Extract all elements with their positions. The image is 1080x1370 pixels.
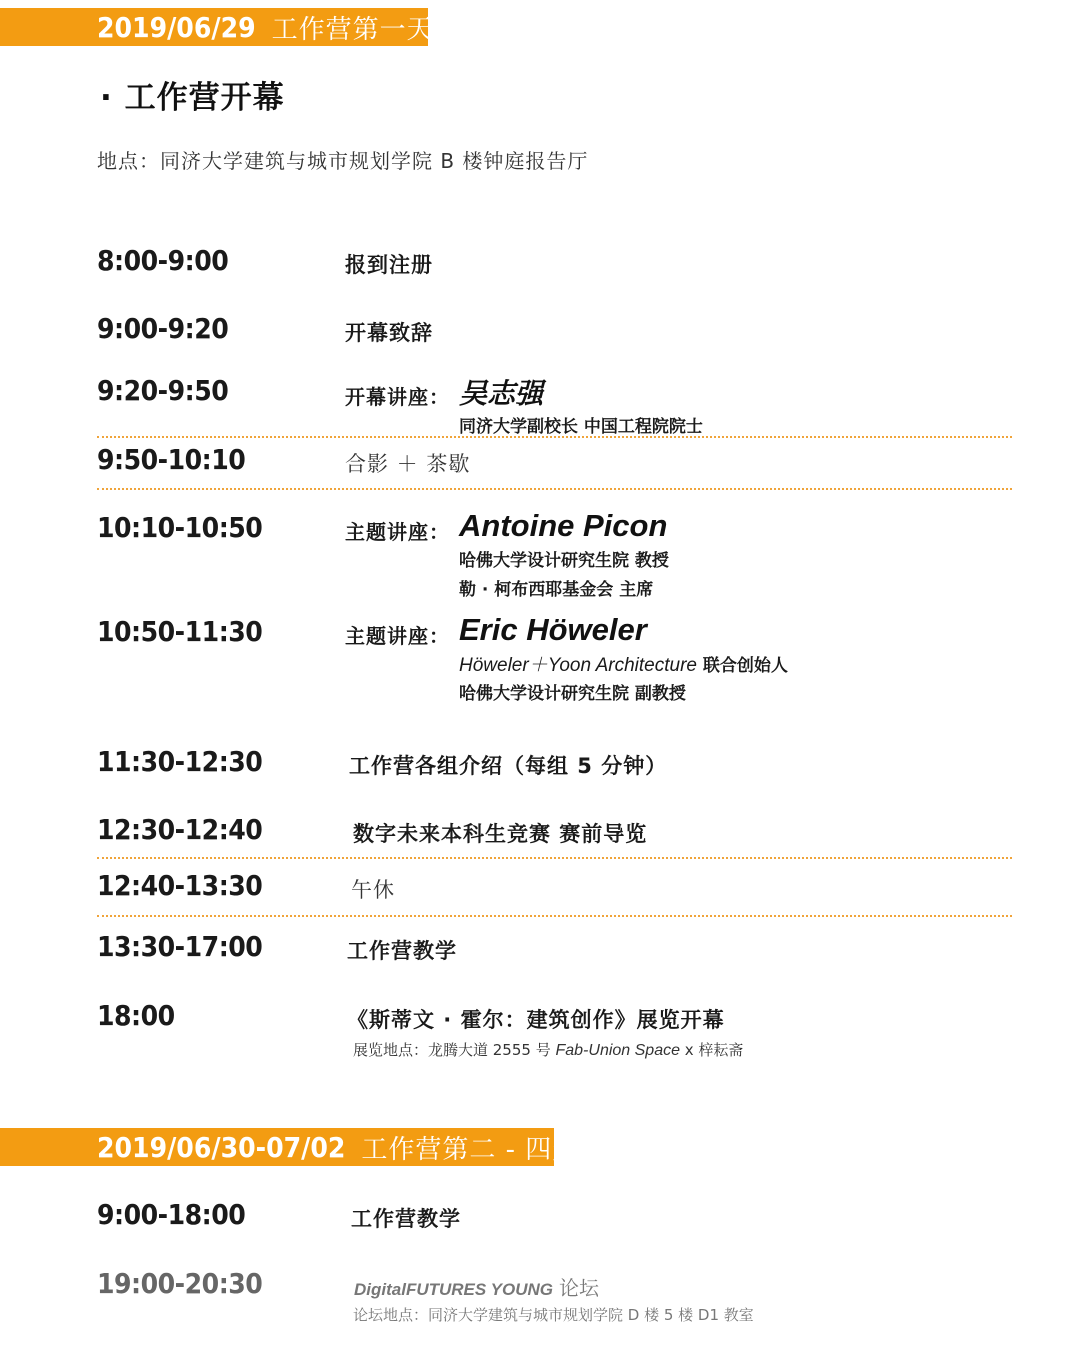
time-slot: 10:50-11:30 xyxy=(97,615,263,648)
event-prefix: 开幕讲座： xyxy=(345,385,450,409)
speaker-title: Höweler＋Yoon Architecture 联合创始人 xyxy=(459,655,788,676)
event-label: 报到注册 xyxy=(345,253,433,277)
day1-label: 工作营第一天 xyxy=(271,14,434,45)
dotted-divider xyxy=(97,915,1012,917)
dotted-divider xyxy=(97,488,1012,490)
speaker-name: 吴志强 xyxy=(459,377,544,410)
time-slot: 12:30-12:40 xyxy=(97,813,263,846)
time-slot: 9:00-9:20 xyxy=(97,312,229,345)
time-slot: 9:50-10:10 xyxy=(97,443,246,476)
forum-title: DigitalFUTURES YOUNG 论坛 xyxy=(354,1276,599,1300)
day2-label: 工作营第二 - 四天 xyxy=(361,1134,580,1165)
dotted-divider xyxy=(97,857,1012,859)
venue-text: 地点：同济大学建筑与城市规划学院 B 楼钟庭报告厅 xyxy=(97,149,589,173)
forum-location: 论坛地点：同济大学建筑与城市规划学院 D 楼 5 楼 D1 教室 xyxy=(353,1306,754,1324)
event-label: 《斯蒂文 · 霍尔：建筑创作》展览开幕 xyxy=(347,1008,725,1032)
exhibition-location: 展览地点：龙腾大道 2555 号 Fab-Union Space x 梓耘斋 xyxy=(353,1041,744,1059)
time-slot: 12:40-13:30 xyxy=(97,869,263,902)
section-title: · 工作营开幕 xyxy=(100,80,285,116)
time-slot: 9:00-18:00 xyxy=(97,1198,246,1231)
speaker-name: Eric Höweler xyxy=(459,612,647,647)
event-label: 工作营教学 xyxy=(351,1207,461,1231)
time-slot: 19:00-20:30 xyxy=(97,1267,263,1300)
event-label: 开幕致辞 xyxy=(345,321,433,345)
speaker-title: 哈佛大学设计研究生院 教授 xyxy=(459,551,669,571)
time-slot: 11:30-12:30 xyxy=(97,745,263,778)
event-label: 工作营教学 xyxy=(347,939,457,963)
dotted-divider xyxy=(97,436,1012,438)
time-slot: 9:20-9:50 xyxy=(97,374,229,407)
event-prefix: 主题讲座： xyxy=(345,520,450,544)
event-label: 数字未来本科生竞赛 赛前导览 xyxy=(353,822,648,846)
event-label: 工作营各组介绍（每组 5 分钟） xyxy=(349,754,668,778)
speaker-title: 哈佛大学设计研究生院 副教授 xyxy=(459,684,686,704)
time-slot: 13:30-17:00 xyxy=(97,930,263,963)
speaker-name: Antoine Picon xyxy=(459,508,668,543)
day2-date: 2019/06/30-07/02 xyxy=(97,1130,346,1164)
day1-banner xyxy=(0,8,434,46)
time-slot: 8:00-9:00 xyxy=(97,244,229,277)
event-label: 合影 ＋ 茶歇 xyxy=(345,452,471,476)
time-slot: 10:10-10:50 xyxy=(97,511,263,544)
event-prefix: 主题讲座： xyxy=(345,624,450,648)
speaker-title: 同济大学副校长 中国工程院院士 xyxy=(459,417,703,437)
day1-date: 2019/06/29 xyxy=(97,10,256,44)
day2-banner xyxy=(0,1128,580,1166)
speaker-title: 勒 · 柯布西耶基金会 主席 xyxy=(459,580,654,600)
time-slot: 18:00 xyxy=(97,999,175,1032)
event-label: 午休 xyxy=(351,878,395,902)
